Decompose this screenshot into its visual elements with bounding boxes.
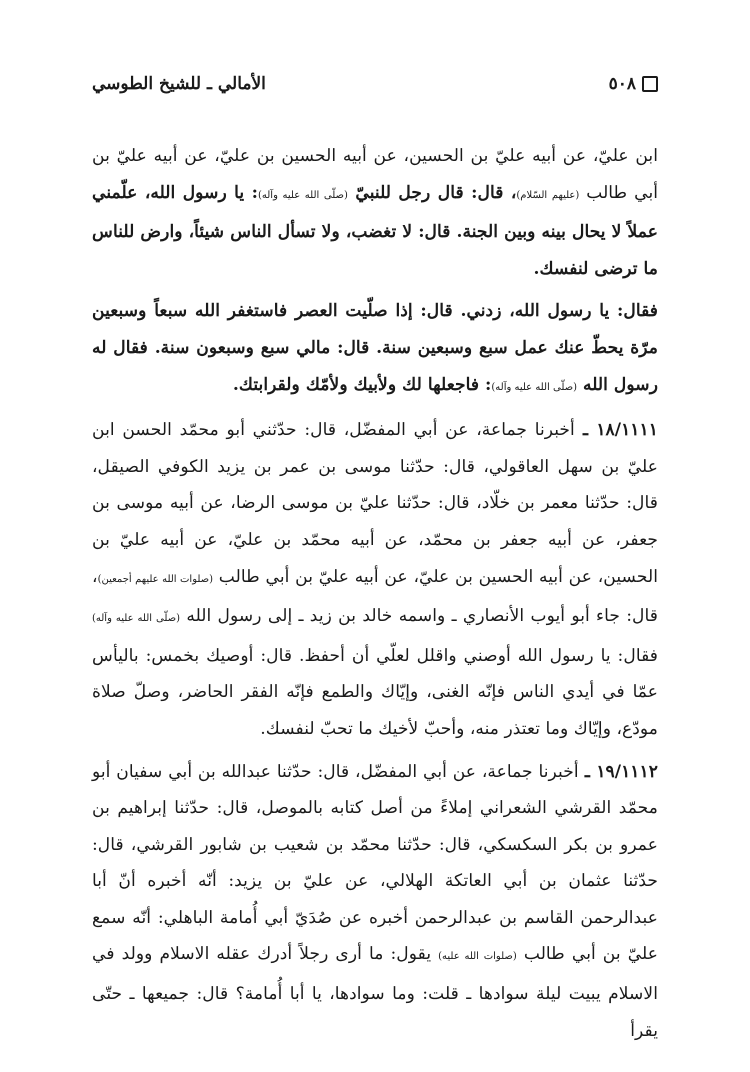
book-title: الأمالي ـ للشيخ الطوسي	[92, 74, 266, 94]
text-segment: ، قال: قال رجل للنبيّ	[347, 182, 517, 203]
honorific-text: (عليهم السّلام)	[516, 189, 580, 201]
text-segment: يقول: ما أرى رجلاً أدرك عقله الاسلام وولد في الاسلام يبيت ليلة سوادها ـ قلت: وما سوادها، يا أبا أُمامة؟ قال: جميعها ـ حتّى يقرأ	[92, 944, 658, 1041]
paragraph	[92, 138, 658, 287]
text-segment: : فاجعلها لك ولأبيك ولأمّك ولقرابتك.	[232, 374, 492, 395]
paragraph	[92, 754, 658, 1050]
text-segment: أخبرنا جماعة، عن أبي المفضّل، قال: حدّثني أبو محمّد الحسن ابن عليّ بن سهل العاقولي، قال: حدّثنا موسى بن عمر بن يزيد الكوفي الصيقل، قال: حدّثنا معمر بن خلّاد، قال: حدّثنا عليّ بن موسى الرضا، عن أبيه موسى بن جعفر، عن أبيه جعفر بن محمّد، عن أبيه محمّد بن عليّ، عن أبيه عليّ بن الحسين، عن أبيه الحسين بن عليّ، عن أبيه عليّ بن أبي طالب	[92, 420, 658, 587]
square-icon	[642, 76, 658, 92]
page-body	[92, 138, 658, 1049]
page-number: ٥٠٨	[608, 74, 636, 94]
page-header	[92, 64, 658, 104]
text-segment: ، قال: جاء أبو أيوب الأنصاري ـ واسمه خالد بن زيد ـ إلى رسول الله	[92, 566, 658, 627]
honorific-text: (صلّى الله عليه وآله)	[257, 189, 348, 201]
honorific-text: (صلوات الله عليه)	[438, 951, 517, 963]
text-segment: فقال: يا رسول الله، زدني. قال: إذا صلّيت العصر فاستغفر الله سبعاً وسبعين مرّة يحطّ عنك عمل سبع وسبعين سنة. قال: مالي سبع وسبعون سنة. فقال له رسول الله	[92, 301, 658, 395]
text-segment: فقال: يا رسول الله أوصني واقلل لعلّي أن أحفظ. قال: أوصيك بخمس: باليأس عمّا في أيدي الناس فإنّه الغنى، وإيّاك والطمع فإنّه الفقر الحاضر، وصلّ صلاة مودّع، وإيّاك وما تعتذر منه، وأحبّ لأخيك ما تحبّ لنفسك.	[92, 645, 658, 739]
paragraph	[92, 412, 658, 747]
paragraph	[92, 293, 658, 406]
hadith-number: ١٩/١١١٢ ـ	[578, 761, 658, 782]
honorific-text: (صلّى الله عليه وآله)	[92, 613, 181, 625]
text-segment: : يا رسول الله، علّمني عملاً لا يحال بينه وبين الجنة. قال: لا تغضب، ولا تسأل الناس شيئاً، وارض للناس ما ترضى لنفسك.	[92, 182, 658, 279]
text-segment: ابن عليّ، عن أبيه عليّ بن الحسين، عن أبيه الحسين بن عليّ، عن أبيه عليّ بن أبي طالب	[92, 146, 659, 203]
text-segment: أخبرنا جماعة، عن أبي المفضّل، قال: حدّثنا عبدالله بن أبي سفيان أبو محمّد القرشي الشعراني إملاءً من أصل كتابه بالموصل، قال: حدّثنا إبراهيم بن عمرو بن بكر السكسكي، قال: حدّثنا محمّد بن شعيب بن شابور القرشي، قال: حدّثنا عثمان بن أبي العاتكة الهلالي، عن عليّ بن يزيد: أنّه أخبره أنّ أبا عبدالرحمن القاسم بن عبدالرحمن أخبره عن صُدَيّ أبي أُمامة الباهلي: أنّه سمع عليّ بن أبي طالب	[92, 761, 658, 965]
page-number-group	[609, 74, 658, 94]
honorific-text: (صلوات الله عليهم أجمعين)	[97, 573, 214, 585]
honorific-text: (صلّى الله عليه وآله)	[491, 381, 578, 393]
hadith-number: ١٨/١١١١ ـ	[574, 420, 658, 441]
